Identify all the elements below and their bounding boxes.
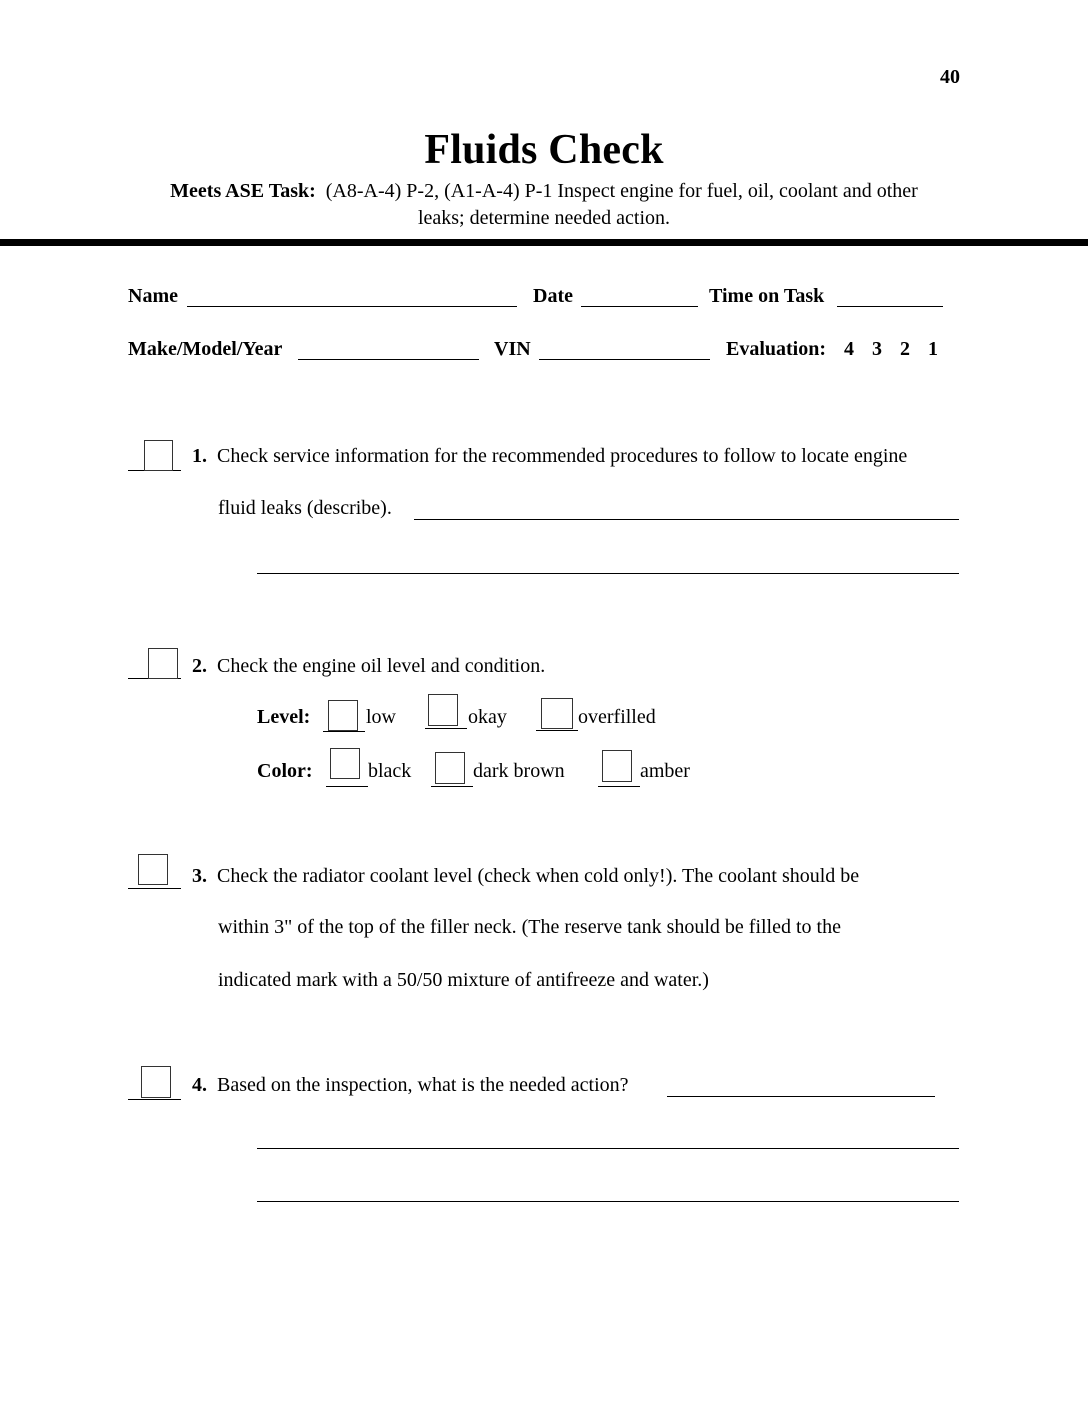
item-1-answer-line-2[interactable] — [257, 573, 959, 574]
level-low-line — [323, 731, 365, 732]
item-1-text: Check service information for the recommended procedures to follow to locate engine — [217, 445, 908, 467]
make-model-year-label: Make/Model/Year — [128, 338, 283, 360]
item-1-answer-line-1[interactable] — [414, 519, 959, 520]
time-on-task-input-line[interactable] — [837, 306, 943, 307]
evaluation-score-3[interactable]: 3 — [872, 338, 883, 360]
item-3-text: Check the radiator coolant level (check when cold only!). The coolant should be — [217, 865, 860, 887]
item-3-line1 — [192, 865, 859, 888]
item-4-check-line — [128, 1099, 181, 1100]
color-amber-checkbox[interactable] — [602, 750, 632, 782]
color-black-checkbox[interactable] — [330, 748, 360, 779]
item-4-text: Based on the inspection, what is the needed action? — [217, 1074, 629, 1096]
level-overfilled-checkbox[interactable] — [541, 698, 573, 729]
ase-task-label: Meets ASE Task: — [170, 180, 316, 202]
item-1-line2: fluid leaks (describe). — [218, 497, 392, 519]
evaluation-label: Evaluation: — [726, 338, 827, 360]
level-overfilled-line — [536, 730, 578, 731]
level-okay-checkbox[interactable] — [428, 694, 458, 726]
item-2-checkbox-group — [128, 645, 181, 679]
level-low-group — [323, 698, 365, 732]
evaluation-score-1[interactable]: 1 — [928, 338, 939, 360]
time-on-task-label: Time on Task — [709, 285, 825, 307]
color-amber-group — [598, 750, 640, 784]
name-input-line[interactable] — [187, 306, 517, 307]
oil-level-label: Level: — [257, 706, 311, 728]
item-3-checkbox[interactable] — [138, 854, 168, 885]
color-black-line — [326, 786, 368, 787]
color-amber-line — [598, 786, 640, 787]
item-1-number: 1. — [192, 445, 207, 467]
name-field-group — [128, 285, 178, 308]
item-4-answer-line-2[interactable] — [257, 1148, 959, 1149]
vin-label: VIN — [494, 338, 531, 360]
level-okay-label: okay — [468, 706, 507, 728]
level-low-label: low — [366, 706, 396, 728]
color-dark-brown-line — [431, 786, 473, 787]
color-black-label: black — [368, 760, 412, 782]
item-2-checkbox[interactable] — [148, 648, 178, 679]
level-low-checkbox[interactable] — [328, 700, 358, 731]
level-overfilled-label: overfilled — [578, 706, 656, 728]
item-3-line2: within 3" of the top of the filler neck. (The reserve tank should be filled to the — [218, 916, 841, 938]
date-input-line[interactable] — [581, 306, 698, 307]
item-3-check-line — [128, 888, 181, 889]
item-2-line1 — [192, 655, 545, 678]
level-okay-line — [425, 728, 467, 729]
item-4-answer-line-3[interactable] — [257, 1201, 959, 1202]
item-4-line1 — [192, 1074, 629, 1097]
item-1-checkbox-group — [128, 437, 181, 471]
item-1-line1 — [192, 445, 907, 468]
evaluation-score-2[interactable]: 2 — [900, 338, 911, 360]
item-3-line3: indicated mark with a 50/50 mixture of antifreeze and water.) — [218, 969, 709, 991]
vin-input-line[interactable] — [539, 359, 710, 360]
name-label: Name — [128, 285, 178, 307]
level-okay-group — [425, 692, 467, 726]
item-4-answer-line-1[interactable] — [667, 1096, 935, 1097]
item-4-number: 4. — [192, 1074, 207, 1096]
item-2-text: Check the engine oil level and condition. — [217, 655, 546, 677]
page-title: Fluids Check — [424, 127, 664, 173]
page-number: 40 — [940, 66, 960, 88]
date-label: Date — [533, 285, 573, 307]
color-black-group — [326, 748, 368, 782]
color-dark-brown-checkbox[interactable] — [435, 752, 465, 784]
level-overfilled-group — [536, 696, 578, 730]
item-3-checkbox-group — [128, 852, 181, 886]
evaluation-group — [726, 338, 938, 361]
item-1-checkbox[interactable] — [144, 440, 173, 471]
color-dark-brown-label: dark brown — [473, 760, 565, 782]
color-amber-label: amber — [640, 760, 690, 782]
item-4-checkbox[interactable] — [141, 1066, 171, 1098]
ase-task-description — [0, 178, 1088, 232]
ase-task-text-line1: (A8-A-4) P-2, (A1-A-4) P-1 Inspect engine for fuel, oil, coolant and other — [325, 180, 918, 202]
item-4-checkbox-group — [128, 1064, 181, 1098]
header-divider — [0, 239, 1088, 246]
evaluation-score-4[interactable]: 4 — [844, 338, 855, 360]
ase-task-text-line2: leaks; determine needed action. — [417, 207, 671, 229]
oil-color-label: Color: — [257, 760, 313, 782]
item-3-number: 3. — [192, 865, 207, 887]
item-2-number: 2. — [192, 655, 207, 677]
color-dark-brown-group — [431, 752, 473, 786]
make-model-year-input-line[interactable] — [298, 359, 479, 360]
